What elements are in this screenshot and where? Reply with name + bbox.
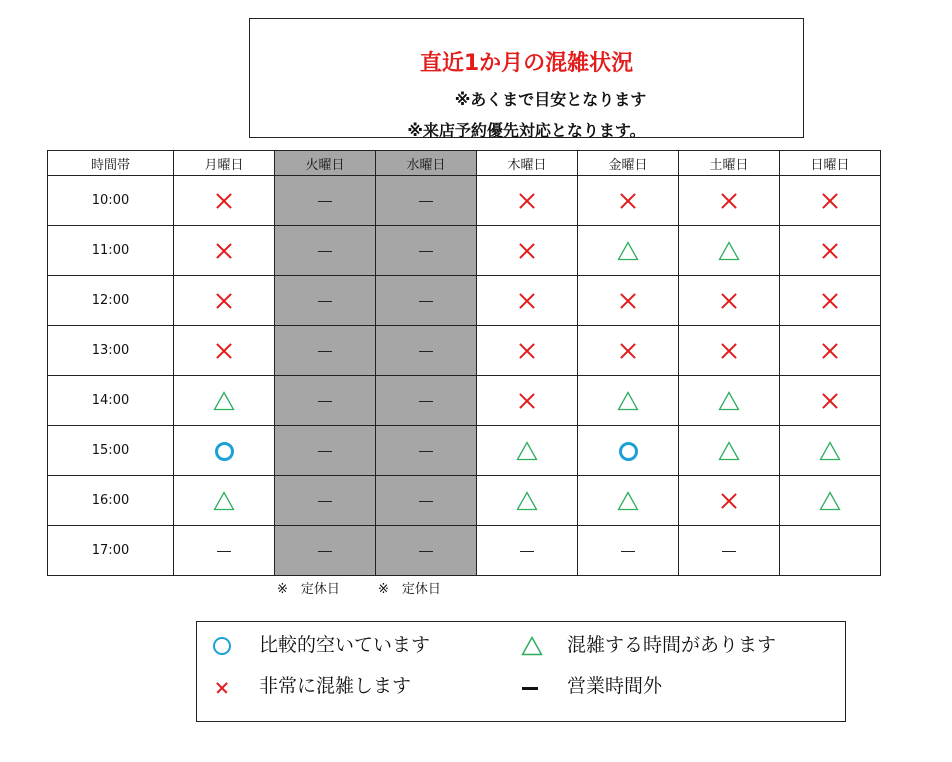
status-cell — [679, 426, 780, 476]
closed-note-tuesday: ※ 定休日 — [277, 582, 340, 597]
page-title: 直近1か月の混雑状況 — [419, 51, 634, 76]
status-cell — [477, 476, 578, 526]
legend-box — [196, 621, 846, 722]
dash-icon — [419, 251, 433, 253]
column-header-day: 金曜日 — [578, 151, 679, 176]
status-cell — [174, 176, 275, 226]
dash-icon — [419, 201, 433, 203]
status-cell — [679, 326, 780, 376]
status-cell — [578, 326, 679, 376]
dash-icon — [419, 451, 433, 453]
status-cell — [477, 176, 578, 226]
time-slot-cell: 17:00 — [48, 526, 174, 576]
status-cell — [780, 226, 881, 276]
status-cell — [275, 326, 376, 376]
circle-icon — [215, 442, 234, 461]
circle-icon — [213, 637, 231, 655]
triangle-icon — [718, 441, 740, 461]
legend-label-sometimes-busy: 混雑する時間があります — [567, 634, 777, 656]
header-note-estimate: ※あくまで目安となります — [454, 90, 647, 109]
status-cell — [376, 276, 477, 326]
dash-icon — [318, 301, 332, 303]
dash-icon — [621, 551, 635, 553]
dash-icon — [217, 551, 231, 553]
dash-icon — [318, 351, 332, 353]
status-cell — [679, 526, 780, 576]
status-cell — [174, 226, 275, 276]
status-cell — [275, 176, 376, 226]
status-cell — [174, 476, 275, 526]
table-row — [48, 176, 881, 226]
triangle-icon — [819, 491, 841, 511]
dash-icon — [419, 551, 433, 553]
time-slot-cell: 15:00 — [48, 426, 174, 476]
status-cell — [780, 426, 881, 476]
status-cell — [477, 526, 578, 576]
cross-icon — [720, 192, 738, 210]
triangle-icon — [516, 491, 538, 511]
cross-icon — [720, 292, 738, 310]
cross-icon — [821, 192, 839, 210]
status-cell — [780, 476, 881, 526]
status-cell — [174, 276, 275, 326]
cross-icon — [518, 192, 536, 210]
cross-icon — [518, 392, 536, 410]
congestion-table — [47, 150, 881, 576]
table-body — [48, 176, 881, 576]
dash-icon — [318, 451, 332, 453]
cross-icon — [215, 681, 229, 695]
table-row — [48, 326, 881, 376]
triangle-icon — [213, 391, 235, 411]
status-cell — [679, 276, 780, 326]
status-cell — [376, 326, 477, 376]
dash-icon — [419, 401, 433, 403]
status-cell — [477, 276, 578, 326]
triangle-icon — [516, 441, 538, 461]
cross-icon — [518, 242, 536, 260]
legend-label-very-busy: 非常に混雑します — [259, 675, 412, 697]
header-note-reservation: ※来店予約優先対応となります。 — [407, 121, 646, 140]
dash-icon — [318, 201, 332, 203]
dash-icon — [318, 551, 332, 553]
cross-icon — [821, 342, 839, 360]
status-cell — [578, 476, 679, 526]
status-cell — [376, 176, 477, 226]
triangle-icon — [521, 636, 543, 660]
time-slot-cell: 13:00 — [48, 326, 174, 376]
status-cell — [477, 326, 578, 376]
status-cell — [679, 376, 780, 426]
status-cell — [679, 476, 780, 526]
closed-note-wednesday: ※ 定休日 — [378, 582, 441, 597]
status-cell — [275, 226, 376, 276]
time-slot-cell: 12:00 — [48, 276, 174, 326]
cross-icon — [821, 242, 839, 260]
cross-icon — [215, 242, 233, 260]
table-row — [48, 426, 881, 476]
table-row — [48, 376, 881, 426]
triangle-icon — [213, 491, 235, 511]
column-header-day: 日曜日 — [780, 151, 881, 176]
cross-icon — [619, 192, 637, 210]
status-cell — [578, 426, 679, 476]
status-cell — [679, 226, 780, 276]
cross-icon — [215, 342, 233, 360]
status-cell — [174, 326, 275, 376]
triangle-icon — [718, 241, 740, 261]
triangle-icon — [718, 391, 740, 411]
dash-icon — [318, 251, 332, 253]
status-cell — [275, 426, 376, 476]
dash-icon — [419, 501, 433, 503]
circle-icon — [619, 442, 638, 461]
dash-icon — [419, 351, 433, 353]
status-cell — [275, 376, 376, 426]
dash-icon — [522, 687, 538, 690]
status-cell — [174, 426, 275, 476]
status-cell — [780, 326, 881, 376]
table-header-row — [48, 151, 881, 176]
dash-icon — [318, 501, 332, 503]
status-cell — [477, 426, 578, 476]
status-cell — [477, 376, 578, 426]
status-cell — [376, 476, 477, 526]
status-cell — [578, 276, 679, 326]
status-cell — [376, 426, 477, 476]
column-header-day: 月曜日 — [174, 151, 275, 176]
cross-icon — [215, 192, 233, 210]
status-cell — [275, 476, 376, 526]
cross-icon — [720, 342, 738, 360]
column-header-day: 木曜日 — [477, 151, 578, 176]
dash-icon — [722, 551, 736, 553]
table-row — [48, 226, 881, 276]
status-cell — [780, 176, 881, 226]
time-slot-cell: 14:00 — [48, 376, 174, 426]
header-box — [249, 18, 804, 138]
status-cell — [477, 226, 578, 276]
time-slot-cell: 10:00 — [48, 176, 174, 226]
status-cell — [174, 376, 275, 426]
cross-icon — [619, 342, 637, 360]
cross-icon — [619, 292, 637, 310]
dash-icon — [419, 301, 433, 303]
status-cell — [376, 376, 477, 426]
dash-icon — [318, 401, 332, 403]
status-cell — [376, 226, 477, 276]
table-row — [48, 276, 881, 326]
column-header-day: 土曜日 — [679, 151, 780, 176]
status-cell — [780, 276, 881, 326]
status-cell — [275, 526, 376, 576]
status-cell — [376, 526, 477, 576]
cross-icon — [518, 342, 536, 360]
legend-label-available: 比較的空いています — [259, 634, 431, 656]
status-cell — [679, 176, 780, 226]
status-cell — [174, 526, 275, 576]
status-cell — [780, 376, 881, 426]
triangle-icon — [617, 241, 639, 261]
status-cell — [780, 526, 881, 576]
cross-icon — [518, 292, 536, 310]
dash-icon — [520, 551, 534, 553]
legend-label-closed-hours: 営業時間外 — [567, 675, 663, 697]
status-cell — [578, 376, 679, 426]
cross-icon — [821, 392, 839, 410]
cross-icon — [821, 292, 839, 310]
time-slot-cell: 16:00 — [48, 476, 174, 526]
table-row — [48, 476, 881, 526]
status-cell — [578, 226, 679, 276]
cross-icon — [215, 292, 233, 310]
status-cell — [275, 276, 376, 326]
time-slot-cell: 11:00 — [48, 226, 174, 276]
column-header-time: 時間帯 — [48, 151, 174, 176]
table-row — [48, 526, 881, 576]
triangle-icon — [617, 391, 639, 411]
triangle-icon — [819, 441, 841, 461]
column-header-day: 火曜日 — [275, 151, 376, 176]
cross-icon — [720, 492, 738, 510]
status-cell — [578, 176, 679, 226]
status-cell — [578, 526, 679, 576]
column-header-day: 水曜日 — [376, 151, 477, 176]
triangle-icon — [617, 491, 639, 511]
